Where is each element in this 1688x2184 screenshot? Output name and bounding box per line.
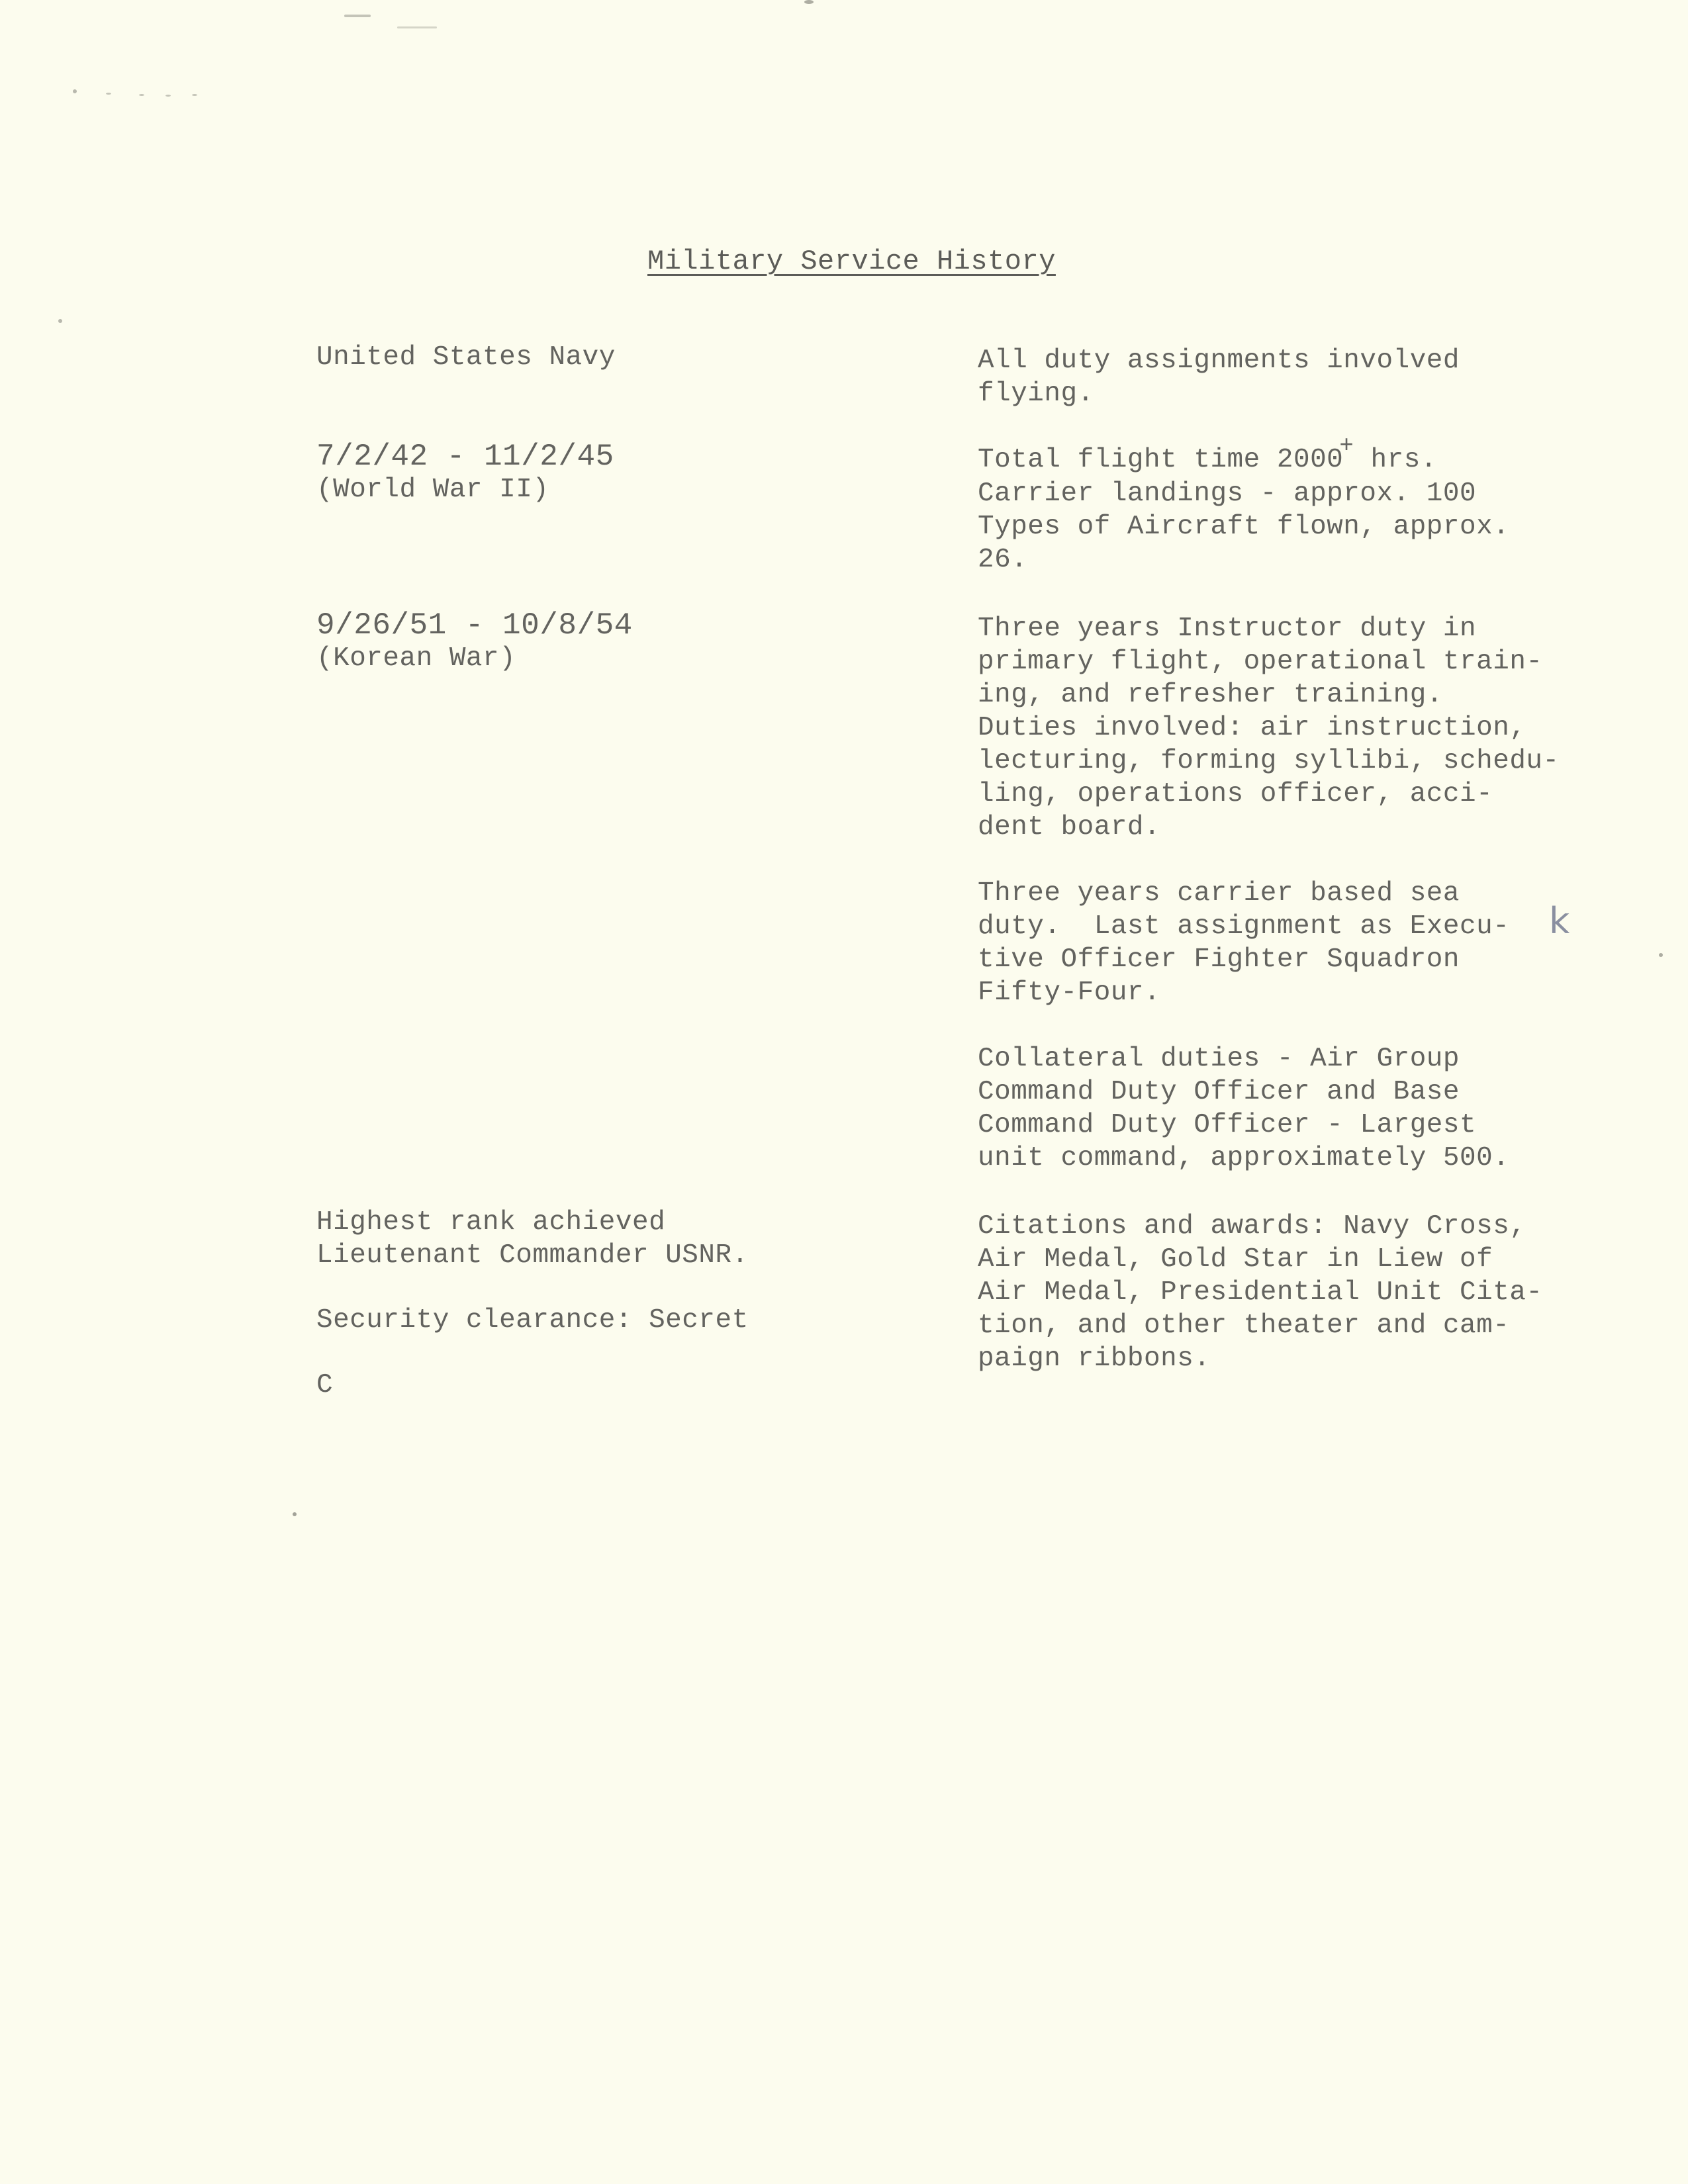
scan-speck bbox=[804, 0, 814, 4]
collateral-line: Command Duty Officer and Base bbox=[978, 1077, 1460, 1107]
instructor-line: lecturing, forming syllibi, schedu- bbox=[978, 746, 1560, 776]
sea-duty-line: tive Officer Fighter Squadron bbox=[978, 944, 1460, 975]
margin-check-mark: k bbox=[1549, 900, 1570, 942]
sea-duty-line: Three years carrier based sea bbox=[978, 878, 1460, 909]
service-period-ww2 bbox=[316, 440, 846, 506]
rank-line-1: Highest rank achieved bbox=[316, 1207, 666, 1238]
flight-time-line bbox=[978, 432, 1573, 477]
scan-speck bbox=[1659, 953, 1663, 957]
instructor-line: ling, operations officer, acci- bbox=[978, 779, 1493, 809]
citations-line: Air Medal, Gold Star in Liew of bbox=[978, 1244, 1493, 1275]
scan-speck bbox=[58, 319, 62, 323]
scan-speck bbox=[73, 89, 77, 93]
flight-time-text: Total flight time 2000 bbox=[978, 445, 1344, 475]
flight-time-unit: hrs. bbox=[1354, 445, 1437, 475]
flight-stats bbox=[978, 432, 1573, 576]
instructor-line: ing, and refresher training. bbox=[978, 680, 1443, 710]
citations-line: Air Medal, Presidential Unit Cita- bbox=[978, 1277, 1543, 1308]
carrier-landings-line: Carrier landings - approx. 100 bbox=[978, 478, 1477, 509]
page-title: Military Service History bbox=[647, 246, 1056, 277]
service-period-korea bbox=[316, 609, 846, 675]
period-war: (World War II) bbox=[316, 475, 549, 505]
scan-speck bbox=[344, 15, 371, 17]
sea-duty bbox=[978, 877, 1573, 1009]
instructor-line: Three years Instructor duty in bbox=[978, 614, 1477, 644]
scan-speck bbox=[397, 26, 437, 28]
aircraft-count-line: 26. bbox=[978, 545, 1028, 575]
scan-speck bbox=[293, 1512, 297, 1516]
collateral-line: unit command, approximately 500. bbox=[978, 1143, 1510, 1173]
duty-flying bbox=[978, 344, 1573, 410]
scan-speck bbox=[139, 94, 144, 96]
period-dates: 9/26/51 - 10/8/54 bbox=[316, 608, 633, 643]
security-clearance bbox=[316, 1304, 846, 1337]
aircraft-types-line: Types of Aircraft flown, approx. bbox=[978, 512, 1510, 542]
service-branch bbox=[316, 341, 846, 374]
scan-speck bbox=[165, 95, 171, 97]
plus-mark: + bbox=[1339, 432, 1354, 459]
scan-speck bbox=[192, 94, 197, 96]
instructor-line: primary flight, operational train- bbox=[978, 647, 1543, 677]
sea-duty-line: Fifty-Four. bbox=[978, 978, 1161, 1008]
security-clearance-text: Security clearance: Secret bbox=[316, 1305, 749, 1336]
citations-line: tion, and other theater and cam- bbox=[978, 1310, 1510, 1341]
rank-line-2: Lieutenant Commander USNR. bbox=[316, 1240, 749, 1271]
instructor-duty bbox=[978, 612, 1573, 844]
period-war: (Korean War) bbox=[316, 643, 516, 674]
citations-line: Citations and awards: Navy Cross, bbox=[978, 1211, 1526, 1242]
duty-flying-line-1: All duty assignments involved bbox=[978, 345, 1460, 376]
scan-speck bbox=[106, 93, 111, 95]
citations-awards bbox=[978, 1210, 1573, 1375]
instructor-line: dent board. bbox=[978, 812, 1161, 842]
initial-mark bbox=[316, 1369, 846, 1402]
citations-line: paign ribbons. bbox=[978, 1343, 1211, 1374]
highest-rank bbox=[316, 1206, 846, 1272]
service-branch-text: United States Navy bbox=[316, 342, 616, 373]
collateral-line: Command Duty Officer - Largest bbox=[978, 1110, 1477, 1140]
collateral-duties bbox=[978, 1042, 1573, 1175]
sea-duty-line: duty. Last assignment as Execu- bbox=[978, 911, 1510, 942]
period-dates: 7/2/42 - 11/2/45 bbox=[316, 439, 614, 474]
collateral-line: Collateral duties - Air Group bbox=[978, 1044, 1460, 1074]
instructor-line: Duties involved: air instruction, bbox=[978, 713, 1526, 743]
initial-mark-text: C bbox=[316, 1370, 334, 1400]
duty-flying-line-2: flying. bbox=[978, 379, 1094, 409]
